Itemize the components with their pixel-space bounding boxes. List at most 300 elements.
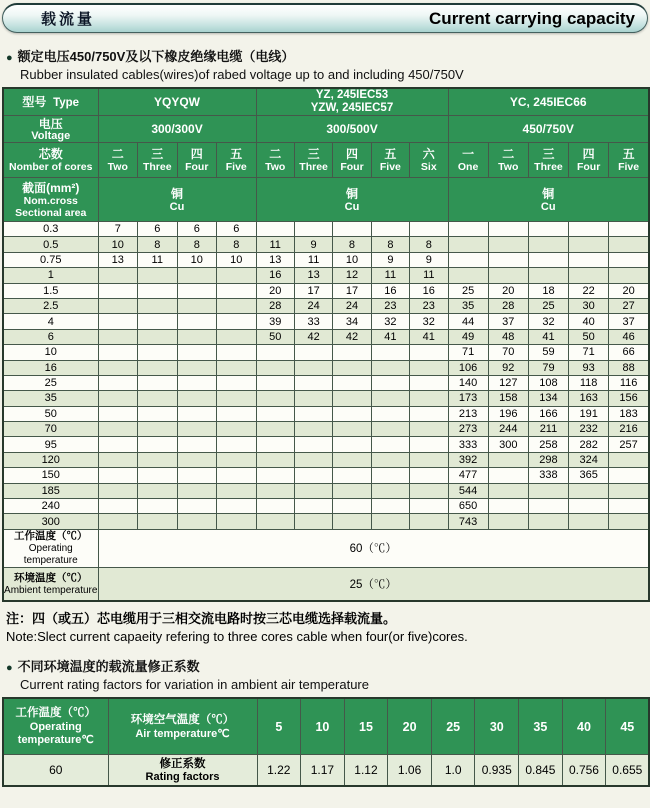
capacity-cell: 12: [333, 268, 371, 283]
capacity-cell: [177, 314, 217, 329]
capacity-cell: [177, 483, 217, 498]
rating-factor-cell: 0.756: [562, 754, 606, 786]
capacity-cell: [569, 222, 609, 237]
capacity-cell: [138, 345, 178, 360]
capacity-cell: [371, 422, 409, 437]
capacity-cell: 23: [371, 298, 409, 313]
capacity-cell: [294, 514, 332, 529]
cores-col-header: 四 Four: [177, 143, 217, 178]
capacity-cell: [177, 283, 217, 298]
capacity-row: [3, 452, 649, 467]
capacity-cell: [138, 360, 178, 375]
capacity-cell: [488, 468, 528, 483]
factors-col1-en2: temperature℃: [17, 734, 94, 747]
material-en: Cu: [169, 200, 185, 213]
area-header-row: [3, 178, 649, 222]
capacity-cell: 32: [371, 314, 409, 329]
factors-header-row: [3, 698, 649, 754]
capacity-cell: [256, 406, 294, 421]
capacity-cell: 92: [488, 360, 528, 375]
capacity-cell: [294, 375, 332, 390]
capacity-cell: [138, 268, 178, 283]
capacity-cell: [371, 391, 409, 406]
capacity-row: [3, 268, 649, 283]
material-cell-1: [98, 178, 256, 222]
rating-factor-cell: 1.22: [257, 754, 301, 786]
capacity-cell: 273: [448, 422, 488, 437]
capacity-cell: 37: [488, 314, 528, 329]
capacity-cell: 258: [528, 437, 568, 452]
rating-factor-cell: 0.845: [519, 754, 563, 786]
capacity-cell: [528, 252, 568, 267]
capacity-cell: 13: [256, 252, 294, 267]
capacity-cell: 23: [410, 298, 448, 313]
capacity-cell: [371, 499, 409, 514]
capacity-cell: [410, 360, 448, 375]
capacity-cell: [98, 298, 138, 313]
capacity-cell: 544: [448, 483, 488, 498]
capacity-cell: [98, 268, 138, 283]
capacity-cell: [488, 222, 528, 237]
capacity-cell: [256, 422, 294, 437]
capacity-cell: [217, 391, 257, 406]
capacity-cell: [138, 298, 178, 313]
capacity-row: [3, 422, 649, 437]
capacity-cell: [609, 252, 649, 267]
capacity-cell: [609, 268, 649, 283]
capacity-cell: [609, 483, 649, 498]
capacity-cell: [371, 437, 409, 452]
capacity-cell: [448, 268, 488, 283]
air-temp-header: 10: [301, 698, 345, 754]
capacity-cell: 298: [528, 452, 568, 467]
cores-col-header: 一 One: [448, 143, 488, 178]
capacity-cell: 163: [569, 391, 609, 406]
capacity-cell: 11: [294, 252, 332, 267]
capacity-cell: [138, 452, 178, 467]
capacity-cell: 166: [528, 406, 568, 421]
capacity-cell: [98, 422, 138, 437]
capacity-cell: 743: [448, 514, 488, 529]
capacity-cell: [256, 345, 294, 360]
capacity-cell: [177, 391, 217, 406]
capacity-cell: [138, 329, 178, 344]
operating-temp-zh: 工作温度（℃）: [14, 529, 88, 542]
capacity-cell: 25: [448, 283, 488, 298]
capacity-cell: [528, 483, 568, 498]
bullet-icon: ●: [6, 52, 13, 64]
size-cell: 2.5: [3, 298, 98, 313]
capacity-cell: [294, 437, 332, 452]
capacity-cell: [448, 252, 488, 267]
capacity-cell: [217, 314, 257, 329]
capacity-cell: [256, 499, 294, 514]
rating-factor-cell: 1.12: [344, 754, 388, 786]
capacity-cell: 34: [333, 314, 371, 329]
size-cell: 95: [3, 437, 98, 452]
capacity-cell: 41: [410, 329, 448, 344]
capacity-cell: 7: [98, 222, 138, 237]
cores-col-header: 五 Five: [609, 143, 649, 178]
factors-value-row: [3, 754, 649, 786]
capacity-cell: [333, 375, 371, 390]
size-cell: 150: [3, 468, 98, 483]
capacity-cell: [138, 437, 178, 452]
capacity-cell: 158: [488, 391, 528, 406]
factors-col2-en: Air temperature℃: [135, 727, 230, 740]
capacity-cell: [138, 468, 178, 483]
capacity-cell: [98, 452, 138, 467]
capacity-cell: [217, 514, 257, 529]
capacity-cell: [488, 452, 528, 467]
cores-col-header: 三 Three: [138, 143, 178, 178]
capacity-cell: 10: [333, 252, 371, 267]
capacity-cell: [294, 422, 332, 437]
capacity-row: [3, 406, 649, 421]
capacity-cell: 11: [410, 268, 448, 283]
size-cell: 70: [3, 422, 98, 437]
capacity-cell: 8: [138, 237, 178, 252]
operating-temp-label: [3, 529, 98, 567]
capacity-cell: [410, 499, 448, 514]
cores-label-cell: [3, 143, 98, 178]
capacity-cell: [256, 391, 294, 406]
capacity-cell: 44: [448, 314, 488, 329]
voltage-label-en: Voltage: [31, 129, 71, 142]
capacity-cell: [98, 437, 138, 452]
capacity-cell: 16: [256, 268, 294, 283]
capacity-cell: 134: [528, 391, 568, 406]
capacity-cell: [528, 499, 568, 514]
capacity-cell: 173: [448, 391, 488, 406]
capacity-cell: 35: [448, 298, 488, 313]
voltage-label-zh: 电压: [38, 116, 63, 131]
capacity-cell: 71: [448, 345, 488, 360]
capacity-cell: [448, 237, 488, 252]
capacity-cell: 6: [217, 222, 257, 237]
capacity-cell: [177, 422, 217, 437]
capacity-cell: [528, 268, 568, 283]
capacity-cell: [256, 222, 294, 237]
capacity-cell: [177, 375, 217, 390]
capacity-cell: [138, 499, 178, 514]
capacity-cell: [410, 452, 448, 467]
capacity-cell: 28: [488, 298, 528, 313]
capacity-cell: 392: [448, 452, 488, 467]
capacity-cell: 41: [528, 329, 568, 344]
capacity-cell: [98, 345, 138, 360]
capacity-cell: [528, 514, 568, 529]
type-group-yz: [256, 88, 448, 116]
capacity-cell: [217, 437, 257, 452]
capacity-cell: 41: [371, 329, 409, 344]
capacity-cell: 140: [448, 375, 488, 390]
capacity-cell: 6: [177, 222, 217, 237]
cores-col-header: 六 Six: [410, 143, 448, 178]
capacity-cell: [138, 483, 178, 498]
capacity-cell: [177, 452, 217, 467]
ambient-temp-label: [3, 567, 98, 601]
capacity-cell: 333: [448, 437, 488, 452]
type-group-yz-line1: YZ, 245IEC53: [315, 89, 389, 101]
capacity-cell: [98, 283, 138, 298]
capacity-cell: [256, 483, 294, 498]
area-label-en2: Sectional area: [15, 206, 87, 219]
operating-temperature-row: [3, 529, 649, 567]
capacity-cell: [138, 422, 178, 437]
capacity-cell: [333, 483, 371, 498]
capacity-cell: [177, 268, 217, 283]
capacity-cell: [256, 452, 294, 467]
cores-label-en: Nomber of cores: [9, 161, 93, 173]
capacity-cell: [294, 391, 332, 406]
capacity-cell: [488, 268, 528, 283]
capacity-cell: [138, 375, 178, 390]
capacity-cell: 20: [488, 283, 528, 298]
capacity-row: [3, 437, 649, 452]
size-cell: 50: [3, 406, 98, 421]
capacity-cell: 365: [569, 468, 609, 483]
air-temp-header: 15: [344, 698, 388, 754]
capacity-cell: 118: [569, 375, 609, 390]
size-cell: 6: [3, 329, 98, 344]
capacity-cell: 24: [333, 298, 371, 313]
capacity-cell: 42: [333, 329, 371, 344]
capacity-row: [3, 514, 649, 529]
rating-factor-cell: 1.06: [388, 754, 432, 786]
capacity-row: [3, 314, 649, 329]
capacity-cell: 48: [488, 329, 528, 344]
capacity-cell: [177, 329, 217, 344]
capacity-row: [3, 283, 649, 298]
capacity-cell: 106: [448, 360, 488, 375]
material-cell-2: [256, 178, 448, 222]
capacity-cell: 191: [569, 406, 609, 421]
size-cell: 0.75: [3, 252, 98, 267]
cores-header-row: [3, 143, 649, 178]
capacity-cell: [138, 406, 178, 421]
capacity-table: [2, 87, 650, 602]
capacity-cell: 183: [609, 406, 649, 421]
capacity-cell: 10: [217, 252, 257, 267]
capacity-cell: [609, 499, 649, 514]
capacity-cell: 108: [528, 375, 568, 390]
capacity-cell: 17: [333, 283, 371, 298]
capacity-cell: [609, 222, 649, 237]
rating-factors-table: [2, 697, 650, 787]
material-zh: 铜: [542, 186, 555, 201]
capacity-cell: [217, 360, 257, 375]
capacity-cell: 39: [256, 314, 294, 329]
capacity-cell: [98, 314, 138, 329]
capacity-cell: 650: [448, 499, 488, 514]
type-label-zh: 型号: [22, 95, 47, 109]
capacity-cell: [256, 375, 294, 390]
capacity-cell: [488, 483, 528, 498]
capacity-cell: 10: [177, 252, 217, 267]
capacity-cell: [569, 499, 609, 514]
capacity-cell: [371, 375, 409, 390]
capacity-cell: [528, 222, 568, 237]
size-cell: 1: [3, 268, 98, 283]
voltage-300-300: 300/300V: [98, 116, 256, 143]
capacity-cell: [98, 360, 138, 375]
capacity-row: [3, 252, 649, 267]
capacity-cell: 88: [609, 360, 649, 375]
capacity-cell: [410, 345, 448, 360]
capacity-cell: [371, 468, 409, 483]
voltage-header-row: [3, 116, 649, 143]
area-label-en1: Nom.cross: [23, 194, 78, 207]
capacity-cell: 49: [448, 329, 488, 344]
banner-title-en: Current carrying capacity: [429, 8, 635, 28]
capacity-cell: [217, 268, 257, 283]
capacity-cell: [410, 375, 448, 390]
capacity-cell: 11: [138, 252, 178, 267]
capacity-row: [3, 391, 649, 406]
capacity-cell: 40: [569, 314, 609, 329]
material-zh: 铜: [171, 186, 184, 201]
air-temp-header: 40: [562, 698, 606, 754]
rating-factors-en: Rating factors: [145, 770, 220, 783]
voltage-300-500: 300/500V: [256, 116, 448, 143]
capacity-cell: 8: [333, 237, 371, 252]
capacity-cell: [294, 406, 332, 421]
cores-col-header: 五 Five: [371, 143, 409, 178]
cores-col-header: 五 Five: [217, 143, 257, 178]
factors-col1-en1: Operating: [29, 721, 82, 734]
capacity-cell: 232: [569, 422, 609, 437]
capacity-cell: 8: [177, 237, 217, 252]
capacity-cell: [217, 422, 257, 437]
capacity-row: [3, 360, 649, 375]
size-cell: 10: [3, 345, 98, 360]
rating-factor-cell: 0.655: [606, 754, 650, 786]
voltage-450-750: 450/750V: [448, 116, 649, 143]
page-banner: [2, 3, 648, 33]
capacity-cell: [410, 514, 448, 529]
section2-title-en: Current rating factors for variation in ambient air temperature: [20, 677, 369, 693]
capacity-cell: 17: [294, 283, 332, 298]
capacity-cell: 116: [609, 375, 649, 390]
rating-factor-cell: 1.17: [301, 754, 345, 786]
capacity-cell: 37: [609, 314, 649, 329]
capacity-cell: 46: [609, 329, 649, 344]
capacity-cell: [177, 298, 217, 313]
ambient-temp-value: 25（℃）: [98, 567, 649, 601]
capacity-cell: 79: [528, 360, 568, 375]
capacity-cell: [333, 468, 371, 483]
capacity-cell: 477: [448, 468, 488, 483]
capacity-cell: [217, 468, 257, 483]
capacity-cell: 93: [569, 360, 609, 375]
capacity-cell: 10: [98, 237, 138, 252]
capacity-cell: 16: [410, 283, 448, 298]
capacity-cell: [177, 345, 217, 360]
capacity-cell: [371, 406, 409, 421]
capacity-cell: 66: [609, 345, 649, 360]
factors-col1-zh: 工作温度（℃）: [15, 707, 96, 720]
bullet-icon: ●: [6, 662, 13, 675]
capacity-cell: [138, 391, 178, 406]
material-cell-3: [448, 178, 649, 222]
capacity-cell: [294, 499, 332, 514]
capacity-cell: 282: [569, 437, 609, 452]
type-header-row: [3, 88, 649, 116]
capacity-cell: [294, 345, 332, 360]
capacity-cell: 22: [569, 283, 609, 298]
capacity-cell: [371, 360, 409, 375]
section2-title-zh: [6, 659, 648, 676]
capacity-cell: [138, 314, 178, 329]
capacity-cell: 211: [528, 422, 568, 437]
factors-col2-zh: 环境空气温度（℃）: [130, 713, 235, 726]
capacity-cell: [294, 483, 332, 498]
capacity-cell: [371, 452, 409, 467]
capacity-cell: 213: [448, 406, 488, 421]
capacity-cell: 50: [569, 329, 609, 344]
capacity-cell: [256, 437, 294, 452]
capacity-cell: 338: [528, 468, 568, 483]
capacity-cell: 156: [609, 391, 649, 406]
section2-title-zh-text: 不同环境温度的载流量修正系数: [17, 659, 200, 675]
air-temp-header: 30: [475, 698, 519, 754]
capacity-cell: [410, 406, 448, 421]
capacity-cell: [217, 283, 257, 298]
capacity-cell: [217, 452, 257, 467]
size-cell: 300: [3, 514, 98, 529]
capacity-cell: 33: [294, 314, 332, 329]
air-temp-header: 25: [431, 698, 475, 754]
capacity-cell: [609, 237, 649, 252]
capacity-cell: 9: [294, 237, 332, 252]
capacity-cell: 127: [488, 375, 528, 390]
size-cell: 16: [3, 360, 98, 375]
capacity-cell: [98, 375, 138, 390]
operating-temp-value: 60（℃）: [98, 529, 649, 567]
capacity-cell: [256, 514, 294, 529]
capacity-cell: 30: [569, 298, 609, 313]
size-cell: 0.3: [3, 222, 98, 237]
capacity-cell: [371, 222, 409, 237]
ambient-temp-zh: 环境温度（℃）: [14, 571, 88, 584]
capacity-cell: 8: [371, 237, 409, 252]
capacity-cell: [217, 345, 257, 360]
operating-temp-en: Operating temperature: [23, 542, 78, 566]
capacity-cell: 8: [410, 237, 448, 252]
capacity-cell: 11: [371, 268, 409, 283]
cores-col-header: 四 Four: [569, 143, 609, 178]
voltage-label-cell: [3, 116, 98, 143]
capacity-cell: 324: [569, 452, 609, 467]
capacity-cell: [333, 452, 371, 467]
capacity-cell: [569, 514, 609, 529]
capacity-cell: 216: [609, 422, 649, 437]
rating-factor-cell: 0.935: [475, 754, 519, 786]
capacity-row: [3, 237, 649, 252]
capacity-cell: 13: [98, 252, 138, 267]
size-cell: 120: [3, 452, 98, 467]
capacity-cell: 20: [609, 283, 649, 298]
capacity-cell: [333, 422, 371, 437]
capacity-cell: [294, 222, 332, 237]
capacity-cell: [98, 514, 138, 529]
note-en: Note:Slect current capaeity refering to three cores cable when four(or five)cores.: [6, 629, 468, 645]
capacity-cell: [488, 237, 528, 252]
capacity-cell: [177, 514, 217, 529]
cores-col-header: 三 Three: [294, 143, 332, 178]
section1-heading: [6, 49, 648, 82]
